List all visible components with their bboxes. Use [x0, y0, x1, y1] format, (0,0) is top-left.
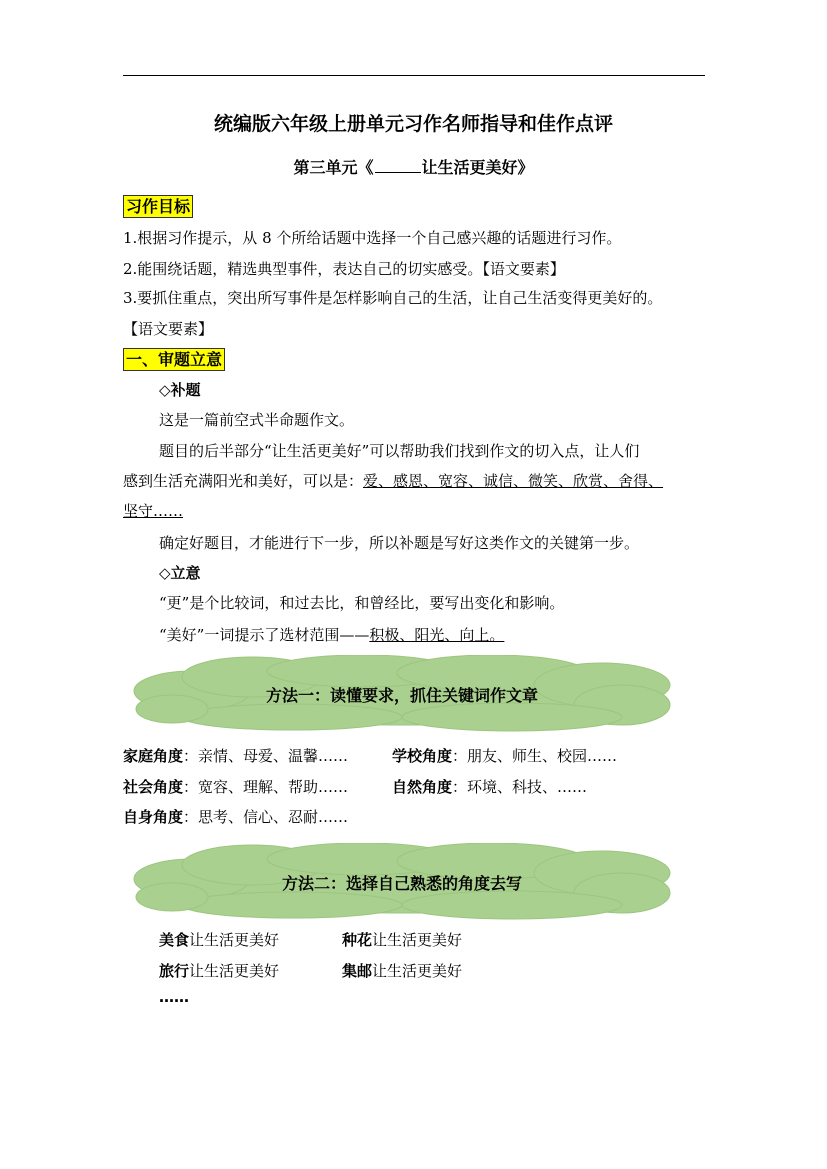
underlined-examples: 坚守……	[123, 502, 184, 520]
topic-text: 让生活更美好	[372, 931, 463, 949]
topic-row	[342, 929, 462, 950]
topic-row	[342, 960, 462, 981]
method1-cloud	[132, 655, 672, 733]
goal-item: 【语文要素】	[123, 320, 214, 338]
section1-heading-box	[123, 347, 225, 370]
angle-text: ：宽容、理解、帮助……	[183, 778, 349, 796]
paragraph-text: 感到生活充满阳光和美好，可以是：	[123, 472, 364, 490]
angle-text: ：思考、信心、忍耐……	[183, 808, 349, 826]
angle-text: ：亲情、母爱、温馨……	[183, 747, 349, 765]
paragraph-text: “美好”一词提示了选材范围——	[159, 626, 370, 644]
paragraph	[159, 624, 504, 645]
subheading-liyi: ◇立意	[159, 564, 201, 582]
topic-label: 旅行	[159, 962, 190, 980]
paragraph	[123, 470, 663, 491]
topic-text: 让生活更美好	[189, 962, 280, 980]
angle-row	[392, 745, 617, 766]
paragraph: 题目的后半部分“让生活更美好”可以帮助我们找到作文的切入点，让人们	[159, 442, 640, 460]
underlined-scope: 积极、阳光、向上。	[369, 626, 505, 644]
goals-heading: 习作目标	[123, 195, 193, 218]
unit-title-suffix: 让生活更美好》	[421, 158, 534, 177]
paragraph: 这是一篇前空式半命题作文。	[159, 411, 355, 429]
angle-row	[123, 776, 348, 797]
ellipsis: ……	[159, 988, 189, 1006]
unit-title	[0, 155, 827, 178]
topic-row	[159, 929, 279, 950]
title-blank	[375, 158, 421, 173]
topic-text: 让生活更美好	[189, 931, 280, 949]
method2-title: 方法二：选择自己熟悉的角度去写	[281, 874, 522, 893]
topic-label: 种花	[342, 931, 373, 949]
method2-cloud	[132, 843, 672, 921]
paragraph: “更”是个比较词，和过去比，和曾经比，要写出变化和影响。	[159, 594, 565, 612]
angle-text: ：环境、科技、……	[452, 778, 588, 796]
top-rule	[123, 75, 705, 76]
angle-label: 家庭角度	[123, 747, 184, 765]
angle-label: 自身角度	[123, 808, 184, 826]
topic-label: 美食	[159, 931, 190, 949]
section1-heading: 一、审题立意	[123, 348, 225, 371]
paragraph: 确定好题目，才能进行下一步，所以补题是写好这类作文的关键第一步。	[159, 534, 640, 552]
goal-item: 1.根据习作提示，从 8 个所给话题中选择一个自己感兴趣的话题进行习作。	[123, 229, 622, 247]
angle-row	[123, 745, 348, 766]
topic-row	[159, 960, 279, 981]
angle-row	[392, 776, 587, 797]
topic-label: 集邮	[342, 962, 373, 980]
angle-text: ：朋友、师生、校园……	[452, 747, 618, 765]
angle-label: 社会角度	[123, 778, 184, 796]
angle-label: 学校角度	[392, 747, 453, 765]
subheading-buti: ◇补题	[159, 381, 201, 399]
method1-title: 方法一：读懂要求，抓住关键词作文章	[265, 686, 538, 705]
angle-label: 自然角度	[392, 778, 453, 796]
goals-heading-box	[123, 194, 193, 217]
unit-title-prefix: 第三单元《	[293, 158, 374, 177]
document-title: 统编版六年级上册单元习作名师指导和佳作点评	[213, 113, 613, 135]
goal-item: 3.要抓住重点，突出所写事件是怎样影响自己的生活，让自己生活变得更美好的。	[123, 289, 663, 307]
goal-item: 2.能围绕话题，精选典型事件，表达自己的切实感受。【语文要素】	[123, 260, 565, 278]
topic-text: 让生活更美好	[372, 962, 463, 980]
underlined-examples: 爱、感恩、宽容、诚信、微笑、欣赏、舍得、	[363, 472, 664, 490]
angle-row	[123, 806, 348, 827]
